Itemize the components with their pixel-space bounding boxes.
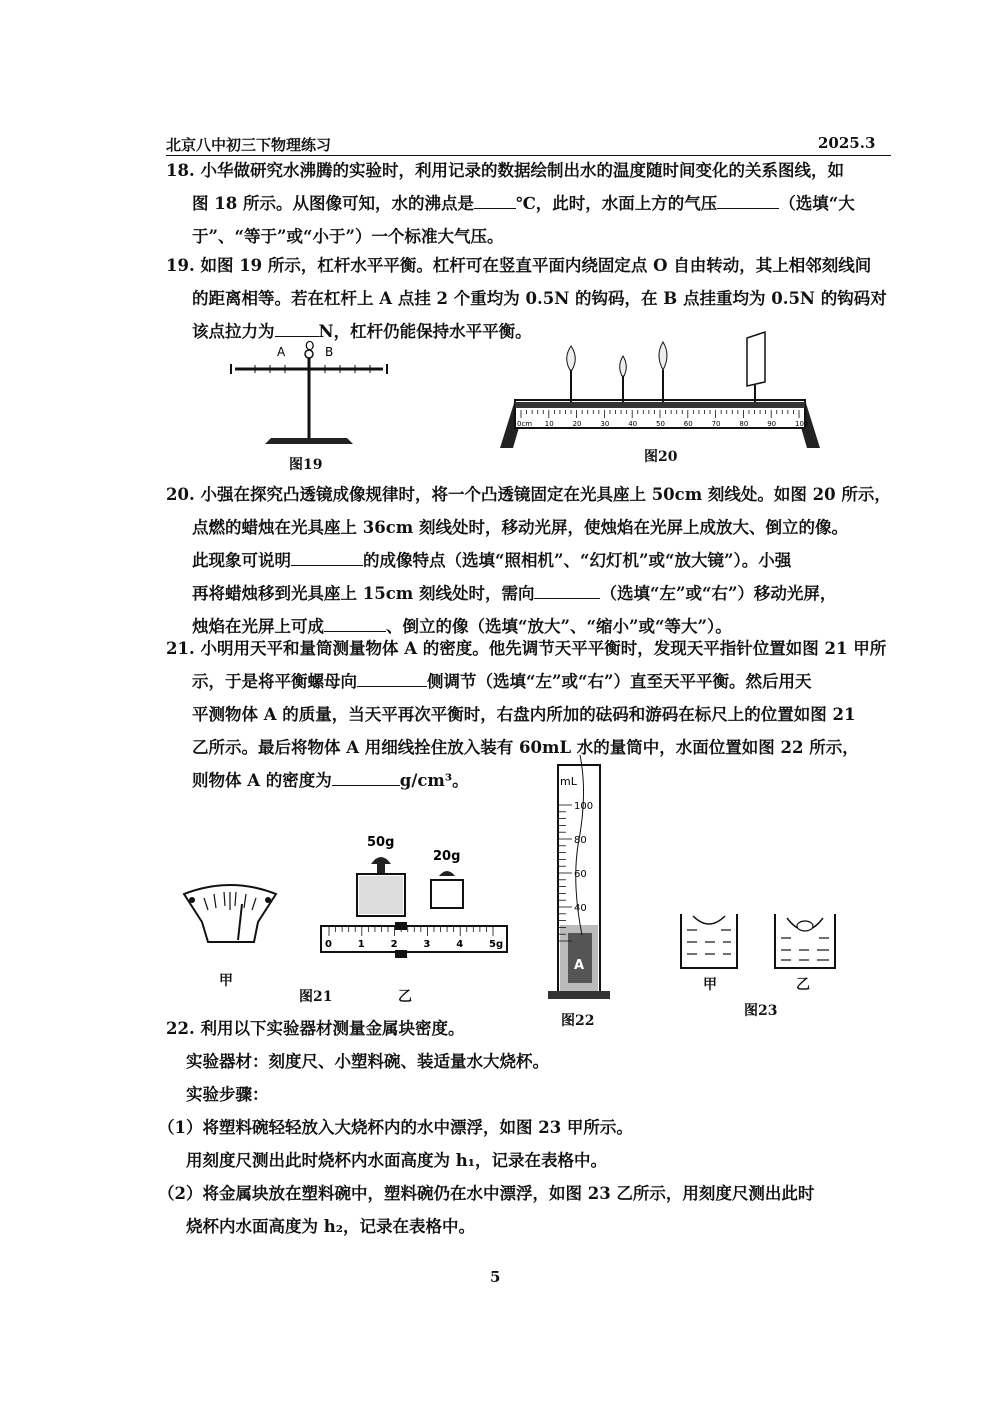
cyl-tick-label: 80 — [574, 835, 587, 846]
q20-line4: 再将蜡烛移到光具座上 15cm 刻线处时，需向 （选填“左”或“右”）移动光屏， — [166, 577, 894, 610]
q19-blank[interactable] — [275, 318, 319, 337]
q22-step1b: 用刻度尺测出此时烧杯内水面高度为 h₁，记录在表格中。 — [186, 1151, 607, 1170]
q18-line3: 于”、“等于”或“小于”）一个标准大气压。 — [192, 227, 504, 246]
q18-blank-1[interactable] — [474, 190, 516, 209]
q21-line2: 示，于是将平衡螺母向 侧调节（选填“左”或“右”）直至天平平衡。然后用天 — [166, 665, 894, 698]
fig21-weight2-label: 20g — [433, 849, 461, 864]
fig22-unit: mL — [560, 775, 577, 788]
bench-tick-label: 70 — [711, 420, 721, 428]
rider-tick-label: 1 — [357, 939, 365, 950]
q18-line2: 图 18 所示。从图像可知，水的沸点是 ℃，此时，水面上方的气压 （选填“大 — [166, 187, 894, 220]
bench-tick-label: 90 — [767, 420, 777, 428]
q20-line2: 点燃的蜡烛在光具座上 36cm 刻线处时，移动光屏，使烛焰在光屏上成放大、倒立的像。 — [192, 518, 848, 537]
rider-tick-label: 0 — [325, 939, 332, 950]
cyl-tick-label: 40 — [574, 903, 587, 914]
fig21-label-jia: 甲 — [219, 973, 233, 989]
fig23-caption: 图23 — [744, 1003, 778, 1019]
q22-step2b: 烧杯内水面高度为 h₂，记录在表格中。 — [186, 1217, 475, 1236]
q20-blank-1[interactable] — [291, 547, 363, 566]
q19-line3: 该点拉力为 N，杠杆仍能保持水平平衡。 — [166, 315, 894, 348]
q20-line5: 烛焰在光屏上可成 、倒立的像（选填“放大”、“缩小”或“等大”）。 — [166, 610, 894, 643]
bench-tick-label: 30 — [600, 420, 610, 428]
q21-line4: 乙所示。最后将物体 A 用细线拴住放入装有 60mL 水的量筒中，水面位置如图 22 所示， — [192, 738, 859, 757]
question-21 — [166, 632, 894, 797]
q21-blank-1[interactable] — [357, 668, 427, 687]
q18-line1: 18. 小华做研究水沸腾的实验时，利用记录的数据绘制出水的温度随时间变化的关系图线，如 — [166, 161, 844, 180]
bench-tick-label: 0cm — [517, 420, 533, 428]
bench-tick-label: 60 — [683, 420, 693, 428]
fig19-label-b: B — [325, 345, 334, 359]
q19-line1: 19. 如图 19 所示，杠杆水平平衡。杠杆可在竖直平面内绕固定点 O 自由转动，其上相邻刻线间 — [166, 256, 872, 275]
fig20-caption: 图20 — [644, 449, 678, 465]
question-22 — [158, 1012, 894, 1243]
figure-21-yi-weights-scale — [315, 830, 515, 970]
fig23-label-yi: 乙 — [796, 977, 810, 993]
page-number: 5 — [490, 1268, 501, 1286]
fig23-label-jia: 甲 — [703, 977, 717, 993]
q22-title: 22. 利用以下实验器材测量金属块密度。 — [166, 1019, 465, 1038]
cyl-tick-label: 60 — [574, 869, 587, 880]
q20-line3: 此现象可说明 的成像特点（选填“照相机”、“幻灯机”或“放大镜”）。小强 — [166, 544, 894, 577]
header-left: 北京八中初三下物理练习 — [166, 136, 332, 154]
bench-tick-label: 40 — [628, 420, 638, 428]
rider-tick-label: 2 — [390, 939, 398, 950]
fig19-label-o: O — [305, 339, 315, 353]
rider-tick-label: 3 — [423, 939, 431, 950]
q18-blank-2[interactable] — [717, 190, 779, 209]
fig19-label-a: A — [277, 345, 286, 359]
q20-line1: 20. 小强在探究凸透镜成像规律时，将一个凸透镜固定在光具座上 50cm 刻线处。如图 20 所示， — [166, 485, 891, 504]
fig22-object-label: A — [574, 958, 585, 973]
fig22-caption: 图22 — [561, 1013, 595, 1029]
q20-blank-2[interactable] — [534, 580, 600, 599]
q21-line1: 21. 小明用天平和量筒测量物体 A 的密度。他先调节天平平衡时，发现天平指针位置如图 21 甲所 — [166, 639, 887, 658]
header-right: 2025.3 — [818, 134, 876, 152]
q22-step1a: （1）将塑料碗轻轻放入大烧杯内的水中漂浮，如图 23 甲所示。 — [158, 1118, 633, 1137]
q22-steps-title: 实验步骤： — [186, 1085, 269, 1104]
bench-tick-label: 20 — [572, 420, 582, 428]
fig19-caption: 图19 — [289, 457, 323, 473]
bench-tick-label: 80 — [739, 420, 749, 428]
question-18 — [166, 154, 894, 253]
q21-line5: 则物体 A 的密度为 g/cm³。 — [166, 764, 894, 797]
question-20 — [166, 478, 894, 643]
bench-tick-label: 10 — [544, 420, 554, 428]
figure-20-optical-bench — [495, 330, 825, 450]
q21-line3: 平测物体 A 的质量，当天平再次平衡时，右盘内所加的砝码和游码在标尺上的位置如图 21 — [192, 705, 856, 724]
q22-step2a: （2）将金属块放在塑料碗中，塑料碗仍在水中漂浮，如图 23 乙所示，用刻度尺测出此时 — [158, 1184, 815, 1203]
q21-blank-2[interactable] — [332, 767, 400, 786]
figure-23-beakers — [675, 912, 845, 972]
figure-21-jia-pointer — [180, 880, 280, 960]
rider-tick-label: 4 — [456, 939, 464, 950]
rider-tick-label: 5g — [489, 939, 504, 950]
cyl-tick-label: 100 — [574, 801, 594, 812]
fig21-weight1-label: 50g — [367, 835, 395, 850]
bench-tick-label: 50 — [656, 420, 665, 428]
fig21-label-yi: 乙 — [398, 989, 412, 1005]
figure-22-cylinder — [540, 755, 620, 1005]
q19-line2: 的距离相等。若在杠杆上 A 点挂 2 个重均为 0.5N 的钩码，在 B 点挂重均为 0.5N 的钩码对 — [192, 289, 887, 308]
q22-materials: 实验器材：刻度尺、小塑料碗、装适量水大烧杯。 — [186, 1052, 549, 1071]
figure-19-lever — [225, 339, 395, 454]
q20-blank-3[interactable] — [324, 613, 386, 632]
fig21-caption: 图21 — [299, 989, 333, 1005]
bench-tick-label: 100 — [795, 420, 809, 428]
